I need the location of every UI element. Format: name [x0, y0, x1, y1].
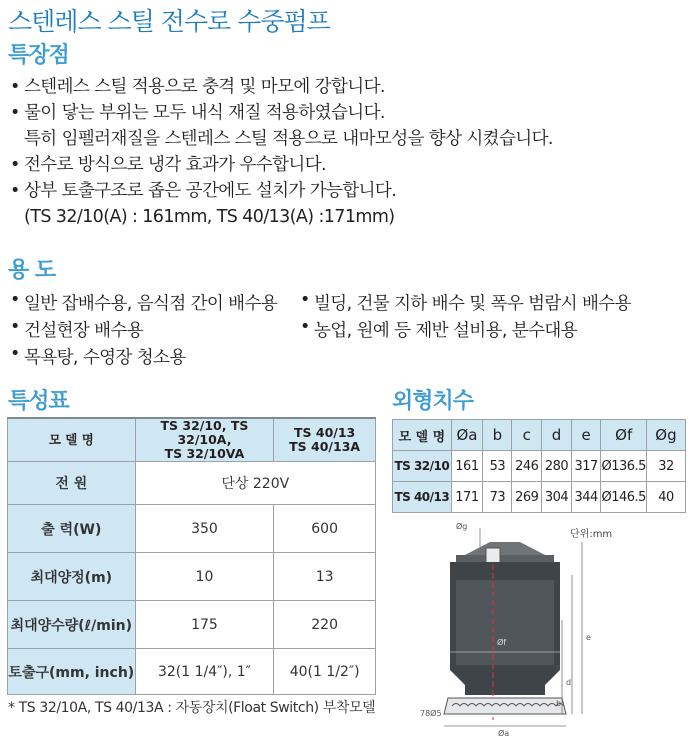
label-a: Øa — [498, 729, 510, 738]
feature-item: • 상부 토출구조로 좁은 공간에도 설치가 가능합니다. (TS 32/10(A) : 161mm, TS 40/13(A) :171mm) — [10, 181, 397, 227]
table-row: TS 32/10 161 53 246 280 317 Ø136.5 32 — [393, 451, 686, 482]
table-row: TS 40/13 171 73 269 304 344 Ø146.5 40 — [393, 482, 686, 513]
table-row: 전 원 단상 220V — [8, 462, 376, 505]
label-c: c — [556, 663, 561, 672]
use-item: • 일반 잡배수용, 음식점 간이 배수용 — [10, 290, 278, 314]
table-row: 최대양정(m) 10 13 — [8, 553, 376, 601]
spec-col1-header: TS 32/10, TS 32/10A, TS 32/10VA — [135, 418, 274, 462]
unit-label: 단위:mm — [570, 529, 613, 540]
footnote: * TS 32/10A, TS 40/13A : 자동장치(Float Switch) 부착모델 — [8, 700, 376, 716]
spec-heading: 특성표 — [8, 389, 69, 414]
feature-item: • 스텐레스 스틸 적용으로 충격 및 마모에 강합니다. — [10, 77, 385, 97]
use-item: • 빌딩, 건물 지하 배수 및 폭우 범람시 배수용 — [300, 290, 631, 314]
pump-dimension-drawing — [420, 520, 692, 738]
handle-top — [465, 542, 545, 555]
features-heading: 특장점 — [8, 43, 69, 68]
label-g: Øg — [456, 522, 468, 531]
table-row: 최대양수량(ℓ/min) 175 220 — [8, 601, 376, 649]
label-f: Øf — [497, 638, 507, 647]
label-d: d — [566, 678, 572, 687]
use-item: • 건설현장 배수용 — [10, 317, 144, 341]
use-item: • 농업, 원예 등 제반 설비용, 분수대용 — [300, 317, 578, 341]
feature-item: • 전수로 방식으로 냉각 효과가 우수합니다. — [10, 155, 326, 175]
label-holes: 78Ø5 — [420, 709, 442, 718]
uses-heading: 용 도 — [8, 258, 56, 283]
page-title: 스텐레스 스틸 전수로 수중펌프 — [8, 7, 330, 36]
feature-item: • 물이 닿는 부위는 모두 내식 재질 적용하였습니다. 특히 임펠러재질을 스텐레스 스틸 적용으로 내마모성을 향상 시켰습니다. — [10, 103, 553, 149]
dim-table — [392, 419, 686, 513]
table-row: 토출구(mm, inch) 32(1 1/4″), 1″ 40(1 1/2″) — [8, 649, 376, 695]
spec-table — [7, 417, 376, 695]
label-b: b — [556, 699, 562, 708]
label-e: e — [586, 633, 591, 642]
handle-bar — [456, 555, 554, 562]
dim-heading: 외형치수 — [392, 389, 474, 414]
use-item: • 목욕탕, 수영장 청소용 — [10, 344, 186, 368]
spec-model-label: 모 델 명 — [8, 418, 136, 462]
spec-col2-header: TS 40/13 TS 40/13A — [274, 418, 376, 462]
table-row: 출 력(W) 350 600 — [8, 505, 376, 553]
features-list — [10, 74, 553, 230]
table-row: 모 델 명 Øa b c d e Øf Øg — [393, 420, 686, 451]
